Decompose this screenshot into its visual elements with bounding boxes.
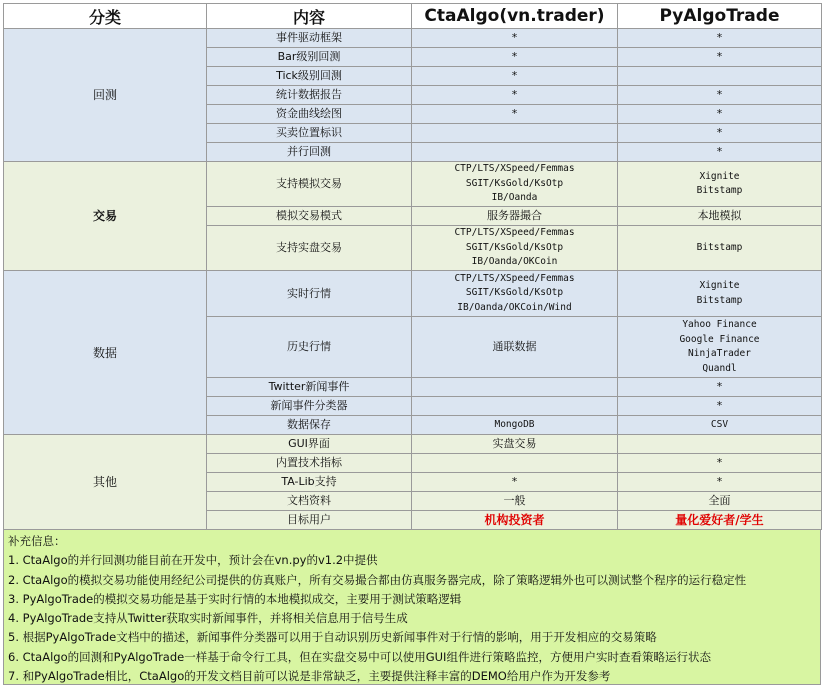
cta-cell: * — [412, 67, 618, 86]
row-label: 买卖位置标识 — [207, 124, 412, 143]
notes-title: 补充信息： — [8, 534, 66, 548]
cta-cell: 服务器撮合 — [412, 207, 618, 226]
cta-cell: 实盘交易 — [412, 435, 618, 454]
category-data: 数据 — [4, 271, 207, 435]
cta-cell: * — [412, 105, 618, 124]
cell-line: NinjaTrader — [688, 348, 751, 359]
pyalgo-cell: * — [618, 29, 822, 48]
cta-cell: MongoDB — [412, 416, 618, 435]
header-pyalgotrade: PyAlgoTrade — [618, 4, 822, 29]
table-row — [4, 435, 822, 454]
pyalgo-cell — [618, 67, 822, 86]
row-label: 历史行情 — [207, 317, 412, 378]
header-content: 内容 — [207, 4, 412, 29]
cta-cell: * — [412, 86, 618, 105]
cell-line: Google Finance — [679, 333, 760, 345]
pyalgo-cell: * — [618, 143, 822, 162]
cell-line: Xignite — [699, 170, 740, 182]
pyalgo-cell — [618, 226, 822, 271]
pyalgo-cell: * — [618, 473, 822, 492]
cell-line: Quandl — [702, 362, 737, 374]
pyalgo-cell — [618, 271, 822, 317]
note-item: 6. CtaAlgo的回测和PyAlgoTrade一样基于命令行工具，但在实盘交易中可以使用GUI组件进行策略监控，方便用户实时查看策略运行状态 — [8, 649, 711, 664]
row-label: 并行回测 — [207, 143, 412, 162]
table-row — [4, 271, 822, 317]
pyalgo-cell: * — [618, 48, 822, 67]
category-backtest: 回测 — [4, 29, 207, 162]
cta-cell — [412, 397, 618, 416]
row-label: 实时行情 — [207, 271, 412, 317]
pyalgo-cell: CSV — [618, 416, 822, 435]
row-label: 数据保存 — [207, 416, 412, 435]
row-label: TA-Lib支持 — [207, 473, 412, 492]
pyalgo-cell — [618, 162, 822, 207]
header-category: 分类 — [4, 4, 207, 29]
table-row — [4, 29, 822, 48]
row-label: 支持实盘交易 — [207, 226, 412, 271]
cell-line: Yahoo Finance — [682, 319, 757, 330]
pyalgo-target-users: 量化爱好者/学生 — [618, 511, 822, 530]
pyalgo-cell: 本地模拟 — [618, 207, 822, 226]
row-label: 资金曲线绘图 — [207, 105, 412, 124]
cell-line: Bitstamp — [696, 241, 743, 253]
cell-line: SGIT/KsGold/KsOtp — [465, 241, 564, 253]
cell-line: SGIT/KsGold/KsOtp — [465, 287, 564, 299]
cta-cell — [412, 454, 618, 473]
cell-line: IB/Oanda/OKCoin/Wind — [457, 301, 572, 313]
row-label: GUI界面 — [207, 435, 412, 454]
row-label: 支持模拟交易 — [207, 162, 412, 207]
row-label: Bar级别回测 — [207, 48, 412, 67]
pyalgo-cell: 全面 — [618, 492, 822, 511]
cta-cell: * — [412, 48, 618, 67]
cta-cell: * — [412, 29, 618, 48]
cta-target-users: 机构投资者 — [412, 511, 618, 530]
cta-cell: * — [412, 473, 618, 492]
note-item: 4. PyAlgoTrade支持从Twitter获取实时新闻事件，并将相关信息用于信号生成 — [8, 611, 408, 626]
cta-cell — [412, 226, 618, 271]
row-label: 新闻事件分类器 — [207, 397, 412, 416]
header-ctaalgo: CtaAlgo(vn.trader) — [412, 4, 618, 29]
cell-line: CTP/LTS/XSpeed/Femmas — [454, 272, 575, 284]
category-other: 其他 — [4, 435, 207, 530]
row-label: 文档资料 — [207, 492, 412, 511]
table-row — [4, 162, 822, 207]
cell-line: Xignite — [699, 280, 740, 291]
row-label: 目标用户 — [207, 511, 412, 530]
cell-line: IB/Oanda — [491, 192, 538, 204]
cta-cell — [412, 271, 618, 317]
pyalgo-cell — [618, 317, 822, 378]
cta-cell — [412, 143, 618, 162]
comparison-sheet — [3, 3, 822, 685]
pyalgo-cell: * — [618, 124, 822, 143]
comparison-table — [3, 3, 822, 530]
category-trading: 交易 — [4, 162, 207, 271]
cell-line: SGIT/KsGold/KsOtp — [465, 177, 564, 189]
cta-cell: 通联数据 — [412, 317, 618, 378]
row-label: 事件驱动框架 — [207, 29, 412, 48]
pyalgo-cell: * — [618, 105, 822, 124]
cta-cell — [412, 378, 618, 397]
row-label: 模拟交易模式 — [207, 207, 412, 226]
row-label: Tick级别回测 — [207, 67, 412, 86]
row-label: 统计数据报告 — [207, 86, 412, 105]
note-item: 5. 根据PyAlgoTrade文档中的描述，新闻事件分类器可以用于自动识别历史新闻事件对于行情的影响，用于开发相应的交易策略 — [8, 630, 657, 645]
cell-line: CTP/LTS/XSpeed/Femmas — [454, 227, 575, 239]
note-item: 1. CtaAlgo的并行回测功能目前在开发中，预计会在vn.py的v1.2中提供 — [8, 553, 378, 568]
cell-line: IB/Oanda/OKCoin — [471, 256, 558, 268]
cell-line: Bitstamp — [696, 185, 743, 196]
row-label: Twitter新闻事件 — [207, 378, 412, 397]
note-item: 7. 和PyAlgoTrade相比，CtaAlgo的开发文档目前可以说是非常缺乏，主要提供注释丰富的DEMO给用户作为开发参考 — [8, 669, 611, 684]
cta-cell — [412, 162, 618, 207]
cta-cell — [412, 124, 618, 143]
row-label: 内置技术指标 — [207, 454, 412, 473]
note-item: 3. PyAlgoTrade的模拟交易功能是基于实时行情的本地模拟成交，主要用于测试策略逻辑 — [8, 591, 462, 606]
header-row — [4, 4, 822, 29]
cta-cell: 一般 — [412, 492, 618, 511]
cell-line: CTP/LTS/XSpeed/Femmas — [454, 163, 575, 175]
note-item: 2. CtaAlgo的模拟交易功能使用经纪公司提供的仿真账户，所有交易撮合都由仿真服务器完成，除了策略逻辑外也可以测试整个程序的运行稳定性 — [8, 572, 747, 587]
pyalgo-cell — [618, 435, 822, 454]
pyalgo-cell: * — [618, 454, 822, 473]
notes-panel — [3, 530, 821, 685]
cell-line: Bitstamp — [696, 294, 743, 306]
pyalgo-cell: * — [618, 397, 822, 416]
pyalgo-cell: * — [618, 86, 822, 105]
pyalgo-cell: * — [618, 378, 822, 397]
